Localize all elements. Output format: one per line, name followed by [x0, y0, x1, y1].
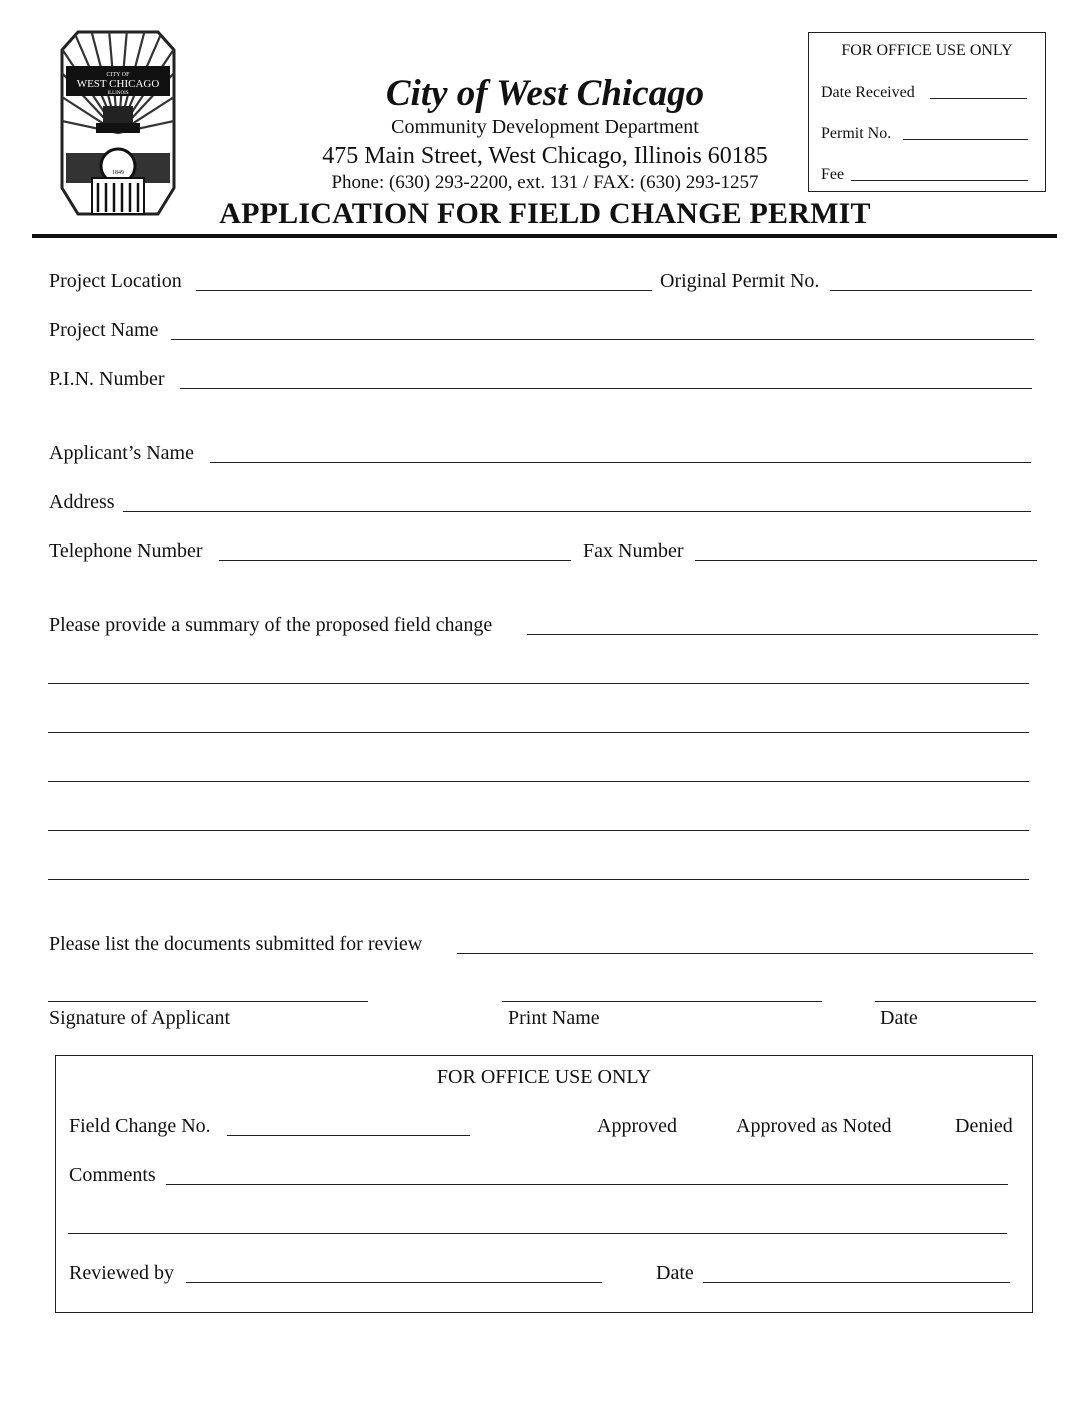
- department-phone: Phone: (630) 293-2200, ext. 131 / FAX: (630) 293-1257: [331, 172, 759, 193]
- original-permit-no-label: Original Permit No.: [660, 270, 820, 292]
- header-rule: [32, 234, 1057, 238]
- approved-as-noted-option[interactable]: Approved as Noted: [736, 1115, 892, 1137]
- permit-no-label: Permit No.: [821, 125, 892, 142]
- print-name-label: Print Name: [508, 1007, 600, 1029]
- pin-number-label: P.I.N. Number: [49, 368, 165, 390]
- signature-field[interactable]: [48, 1001, 368, 1002]
- print-name-field[interactable]: [502, 1001, 822, 1002]
- office-box-bottom-heading: FOR OFFICE USE ONLY: [436, 1066, 652, 1088]
- summary-line[interactable]: [48, 879, 1029, 880]
- telephone-field[interactable]: [219, 560, 571, 561]
- comments-line[interactable]: [68, 1233, 1007, 1234]
- date-received-field[interactable]: [930, 98, 1027, 99]
- summary-line[interactable]: [48, 781, 1029, 782]
- address-label: Address: [49, 491, 115, 513]
- project-location-field[interactable]: [196, 290, 652, 291]
- city-seal-logo: [58, 28, 178, 218]
- telephone-label: Telephone Number: [49, 540, 203, 562]
- logo-top-text: CITY OF: [106, 72, 130, 78]
- fee-field[interactable]: [851, 180, 1028, 181]
- field-change-no-label: Field Change No.: [69, 1115, 211, 1137]
- department-address: 475 Main Street, West Chicago, Illinois 60185: [322, 143, 768, 169]
- date-field[interactable]: [875, 1001, 1036, 1002]
- comments-field[interactable]: [166, 1184, 1008, 1185]
- summary-field[interactable]: [527, 634, 1038, 635]
- date-label: Date: [880, 1007, 918, 1029]
- form-title: APPLICATION FOR FIELD CHANGE PERMIT: [219, 197, 871, 230]
- reviewed-by-field[interactable]: [186, 1282, 602, 1283]
- field-change-no-field[interactable]: [227, 1135, 470, 1136]
- city-title: City of West Chicago: [385, 73, 705, 114]
- department-name: Community Development Department: [391, 116, 699, 138]
- fee-label: Fee: [821, 166, 845, 183]
- comments-label: Comments: [69, 1164, 156, 1186]
- summary-line[interactable]: [48, 830, 1029, 831]
- documents-field[interactable]: [457, 953, 1033, 954]
- date-received-label: Date Received: [821, 84, 915, 101]
- fax-field[interactable]: [695, 560, 1037, 561]
- office-box-top-heading: FOR OFFICE USE ONLY: [841, 42, 1013, 59]
- original-permit-no-field[interactable]: [830, 290, 1032, 291]
- review-date-field[interactable]: [703, 1282, 1010, 1283]
- logo-name-text: WEST CHICAGO: [76, 78, 160, 90]
- summary-label: Please provide a summary of the proposed field change: [49, 614, 493, 636]
- documents-label: Please list the documents submitted for review: [49, 933, 423, 955]
- applicant-name-label: Applicant’s Name: [49, 442, 194, 464]
- summary-line[interactable]: [48, 683, 1029, 684]
- logo-year-text: 1849: [112, 170, 124, 176]
- signature-label: Signature of Applicant: [49, 1007, 231, 1029]
- project-location-label: Project Location: [49, 270, 182, 292]
- logo-state-text: ILLINOIS: [107, 91, 129, 96]
- denied-option[interactable]: Denied: [955, 1115, 1013, 1137]
- project-name-label: Project Name: [49, 319, 159, 341]
- reviewed-by-label: Reviewed by: [69, 1262, 174, 1284]
- fax-label: Fax Number: [583, 540, 684, 562]
- review-date-label: Date: [656, 1262, 694, 1284]
- pin-number-field[interactable]: [180, 388, 1032, 389]
- applicant-name-field[interactable]: [210, 462, 1031, 463]
- project-name-field[interactable]: [171, 339, 1034, 340]
- address-field[interactable]: [123, 511, 1031, 512]
- approved-option[interactable]: Approved: [597, 1115, 677, 1137]
- summary-line[interactable]: [48, 732, 1029, 733]
- permit-no-field[interactable]: [903, 139, 1028, 140]
